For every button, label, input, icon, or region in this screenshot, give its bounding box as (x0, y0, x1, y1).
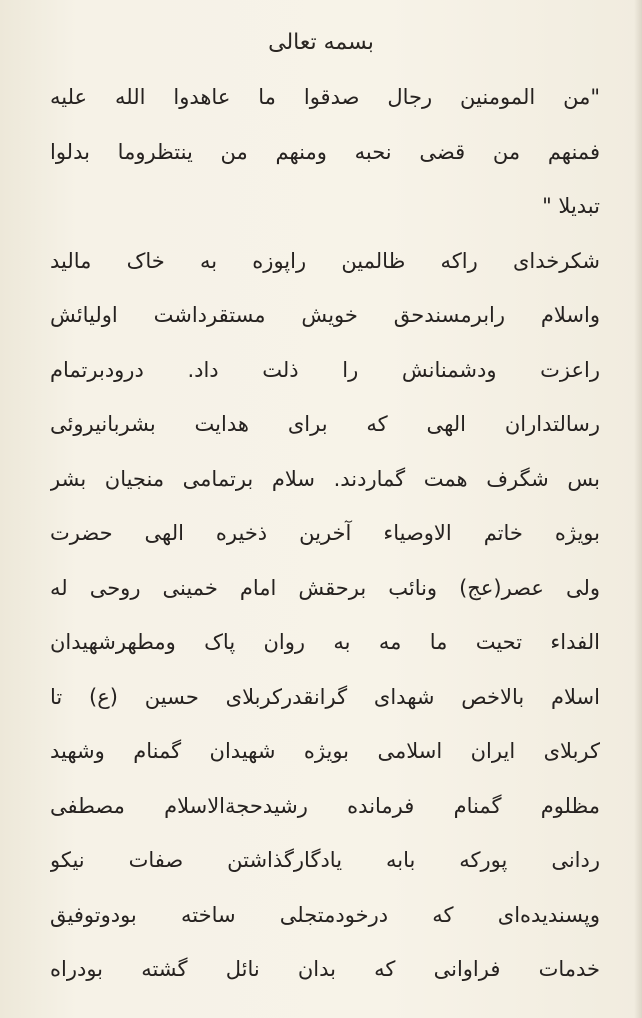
text-line: کربلای ایران اسلامی بویژه شهیدان گمنام وشهید (50, 739, 600, 763)
text-line: اسلام بالاخص شهدای گرانقدرکربلای حسین (ع) تا (50, 684, 600, 709)
text-line: ولی عصر(عج) ونائب برحقش امام خمینی روحی له (50, 575, 600, 600)
text-line: مظلوم گمنام فرمانده رشیدحجةالاسلام مصطفی (50, 793, 600, 818)
document-heading: بسمه تعالی (268, 30, 374, 55)
text-line: خدمات فراوانی که بدان نائل گشته بودراه (50, 957, 600, 981)
text-line: بویژه خاتم الاوصیاء آخرین ذخیره الهی حضرت (50, 521, 600, 545)
text-line: وپسندیده‌ای که درخودمتجلی ساخته بودوتوفیق (50, 902, 600, 927)
text-line: تبدیلا " (542, 194, 600, 218)
document-body (50, 70, 600, 997)
page-edge-shadow (634, 0, 642, 1018)
text-line: رسالتداران الهی که برای هدایت بشربانیروئی (50, 412, 600, 436)
text-line: راعزت ودشمنانش را ذلت داد. درودبرتمام (50, 357, 600, 382)
text-line: فمنهم من قضی نحبه ومنهم من ینتظروما بدلوا (50, 139, 600, 164)
text-line: ردانی پورکه بابه یادگارگذاشتن صفات نیکو (50, 848, 600, 872)
text-line: بس شگرف همت گماردند. سلام برتمامی منجیان بشر (50, 466, 600, 491)
text-line: الفداء تحیت ما مه به روان پاک ومطهرشهیدان (50, 630, 600, 654)
text-line: شکرخدای راکه ظالمین راپوزه به خاک مالید (50, 248, 600, 273)
text-line: "من المومنین رجال صدقوا ما عاهدوا الله علیه (50, 85, 600, 109)
text-line: واسلام رابرمسندحق خویش مستقرداشت اولیائش (50, 303, 600, 327)
